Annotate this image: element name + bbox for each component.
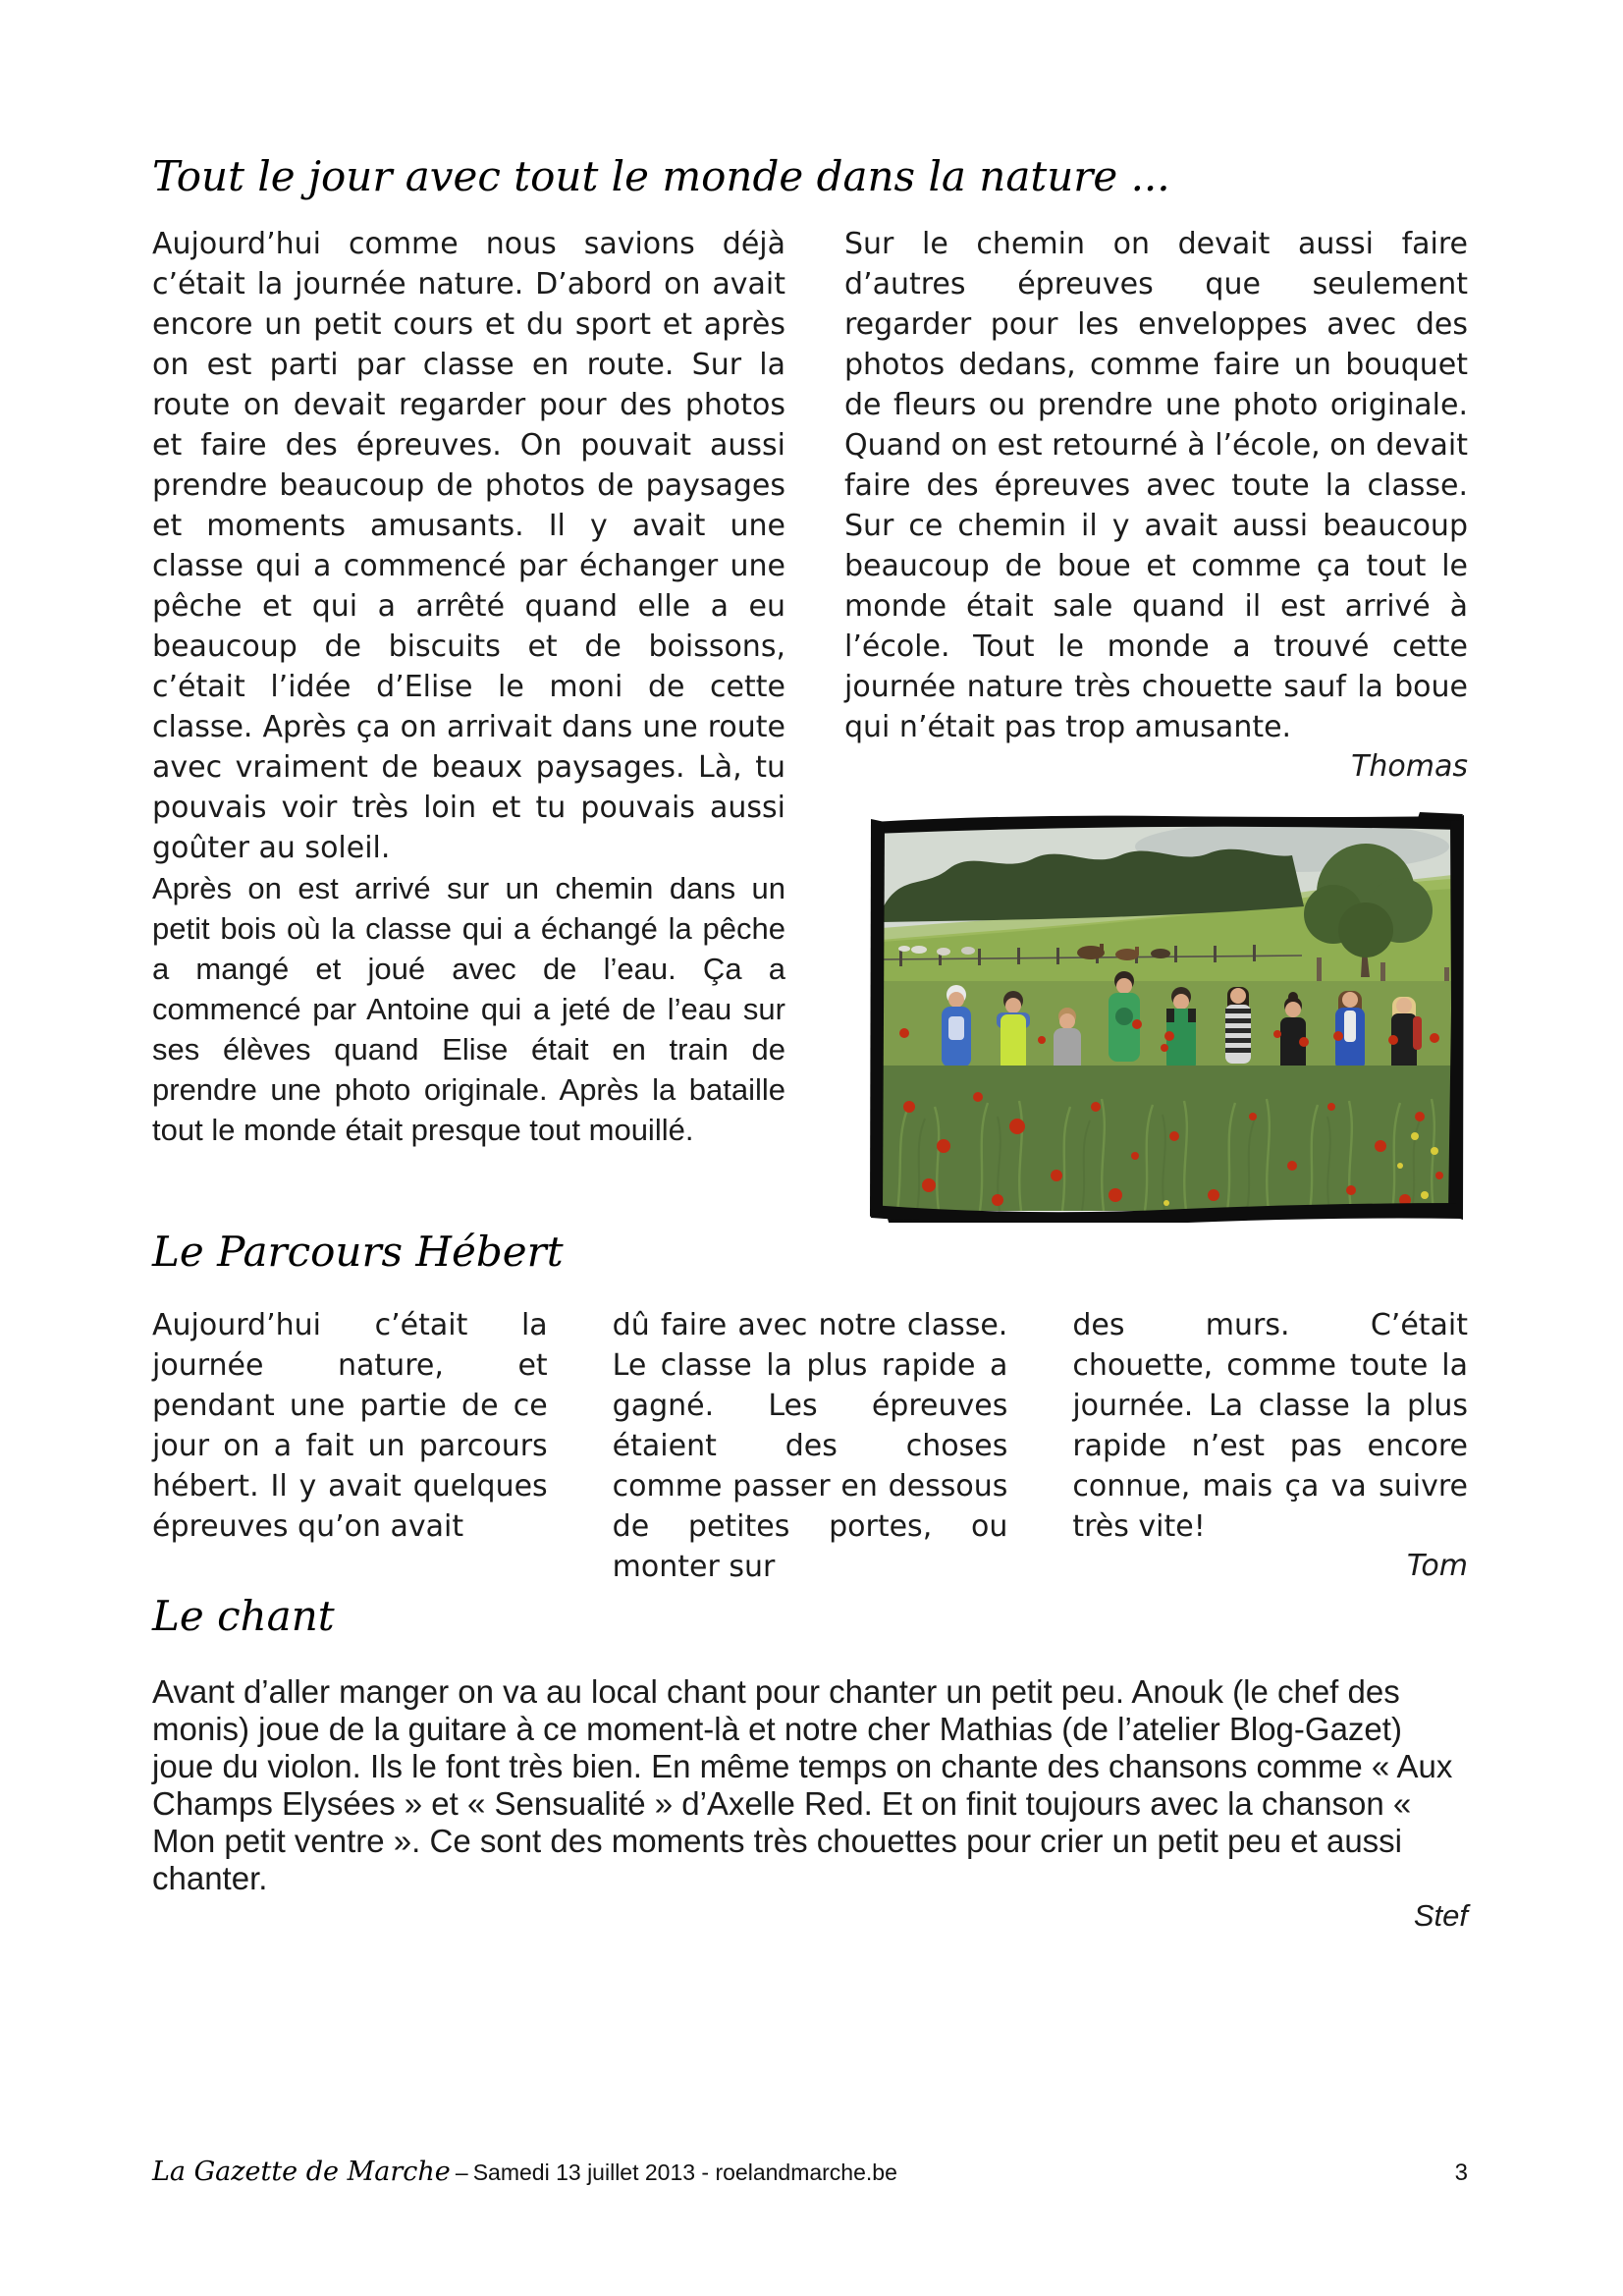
footer-publication-line [152,2157,1455,2187]
article2-column-2 [613,1305,1008,1587]
article2-title: Le Parcours Hébert [152,1228,564,1276]
nature-day-photo-illustration [870,812,1464,1223]
footer-date-site: Samedi 13 juillet 2013 - roelandmarche.be [472,2159,897,2185]
article2-paragraph-3: des murs. C’était chouette, comme toute la journée. La classe la plus rapide n’est pas encore connue, mais ça va suivre très vite! [1072,1308,1469,1544]
article2-paragraph-2: dû faire avec notre classe. Le classe la plus rapide a gagné. Les épreuves étaient des choses comme passer en dessous de petites portes, ou monter sur [612,1308,1008,1584]
article2-columns [152,1305,1468,1587]
article2-signature: Tom [1406,1549,1469,1583]
article3-title: Le chant [152,1592,335,1640]
nature-day-photo [870,812,1464,1223]
article1-paragraph-1: Aujourd’hui comme nous savions déjà c’était la journée nature. D’abord on avait encore un petit cours et du sport et après on est parti par classe en route. Sur la route on devait regarder pour des photos et faire des épreuves. On pouvait aussi prendre beaucoup de photos de paysages et moments amusants. Il y avait une classe qui a commencé par échanger une pêche et qui a arrêté quand elle a eu beaucoup de biscuits et de boissons, c’était l’idée d’Elise le moni de cette classe. Après ça on arrivait dans une route avec vraiment de beaux paysages. Là, tu pouvais voir très loin et tu pouvais aussi goûter au soleil. [152,227,785,865]
footer-publication-name: La Gazette de Marche [152,2157,451,2187]
article3-body: Avant d’aller manger on va au local chant pour chanter un petit peu. Anouk (le chef des monis) joue de la guitare à ce moment-là et notre cher Mathias (de l’atelier Blog-Gazet) joue du violon. Ils le font très bien. En même temps on chante des chansons comme « Aux Champs Elysées » et « Sensualité » d’Axelle Red. Et on finit toujours avec la chanson « Mon petit ventre ». Ce sont des moments très chouettes pour crier un petit peu et aussi chanter. [152,1673,1453,1896]
article1-column-right [844,224,1468,1223]
page-number: 3 [1454,2159,1468,2186]
article1-paragraph-2: Après on est arrivé sur un chemin dans un petit bois où la classe qui a échangé la pêche a mangé et joué avec de l’eau. Ça a commencé par Antoine qui a jeté de l’eau sur ses élèves quand Elise était en train de prendre une photo originale. Après la bataille tout le monde était presque tout mouillé. [152,871,785,1147]
footer-dash: – [455,2159,468,2185]
article2-column-3 [1072,1305,1468,1587]
article1-paragraph-3: Sur le chemin on devait aussi faire d’autres épreuves que seulement regarder pour les enveloppes avec des photos dedans, comme faire un bouquet de fleurs ou prendre une photo originale. Quand on est retourné à l’école, on devait faire des épreuves avec toute la classe. Sur ce chemin il y avait aussi beaucoup beaucoup de boue et comme ça tout le monde était sale quand il est arrivé à l’école. Tout le monde a trouvé cette journée nature très chouette sauf la boue qui n’était pas trop amusante. [844,227,1468,744]
article1-title: Tout le jour avec tout le monde dans la nature ... [152,152,1170,200]
article2-paragraph-1: Aujourd’hui c’était la journée nature, et pendant une partie de ce jour on a fait un parcours hébert. Il y avait quelques épreuves qu’on avait [152,1308,548,1544]
photo-foreground-meadow [882,1066,1452,1211]
article1-column-left [152,224,785,1223]
article2-column-1 [152,1305,548,1587]
page-footer [152,2157,1468,2187]
article1-signature: Thomas [1351,749,1468,784]
article1-columns [152,224,1468,1223]
article3-signature: Stef [1413,1898,1468,1933]
